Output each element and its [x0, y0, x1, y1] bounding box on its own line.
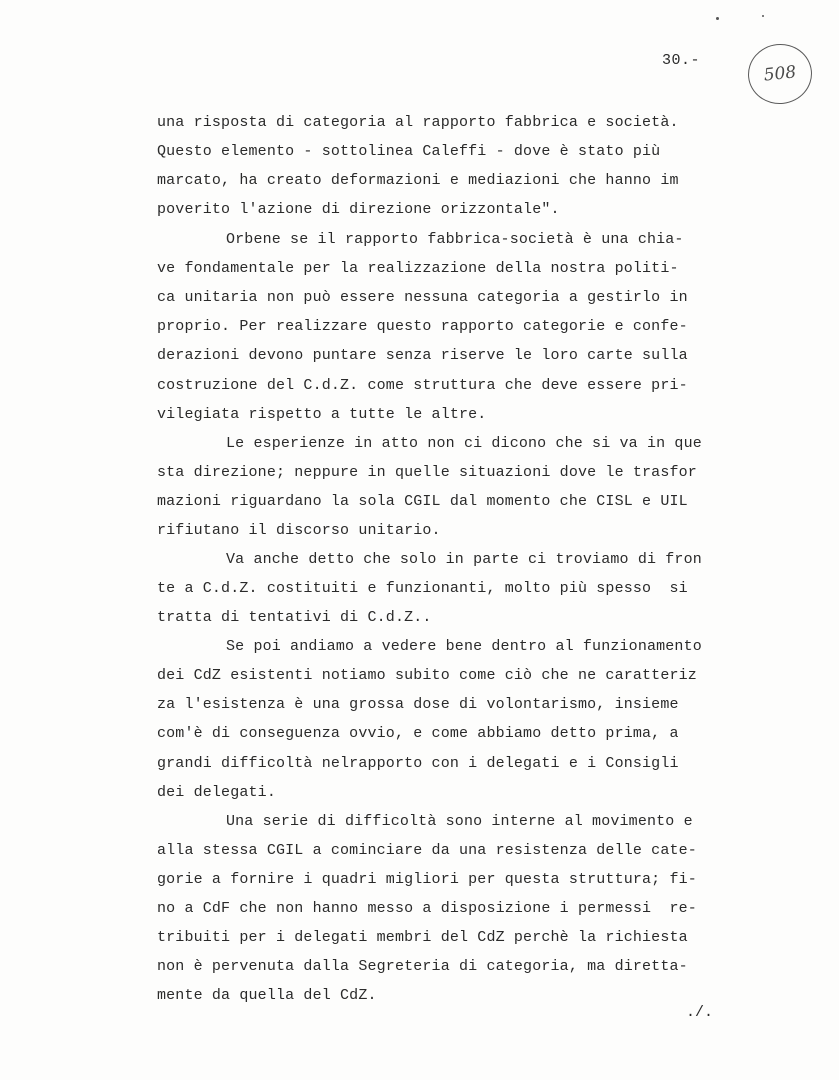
scan-speck	[716, 17, 719, 20]
text-line: dei delegati.	[157, 784, 276, 801]
text-line: Le esperienze in atto non ci dicono che si va in que	[226, 435, 702, 452]
text-line: mazioni riguardano la sola CGIL dal momento che CISL e UIL	[157, 493, 688, 510]
text-line: proprio. Per realizzare questo rapporto categorie e confe-	[157, 318, 688, 335]
scan-speck	[762, 15, 764, 17]
text-line: poverito l'azione di direzione orizzontale".	[157, 201, 560, 218]
text-line: ve fondamentale per la realizzazione della nostra politi-	[157, 260, 679, 277]
text-line: una risposta di categoria al rapporto fabbrica e società.	[157, 114, 679, 131]
text-line: tribuiti per i delegati membri del CdZ perchè la richiesta	[157, 929, 688, 946]
text-line: Orbene se il rapporto fabbrica-società è una chia-	[226, 231, 684, 248]
text-line: derazioni devono puntare senza riserve le loro carte sulla	[157, 347, 688, 364]
text-line: te a C.d.Z. costituiti e funzionanti, molto più spesso si	[157, 580, 688, 597]
page-number: 30.-	[662, 52, 701, 69]
text-line: costruzione del C.d.Z. come struttura che deve essere pri-	[157, 377, 688, 394]
text-line: non è pervenuta dalla Segreteria di categoria, ma diretta-	[157, 958, 688, 975]
continuation-mark: ./.	[686, 1004, 714, 1021]
text-line: marcato, ha creato deformazioni e mediazioni che hanno im	[157, 172, 679, 189]
text-line: rifiutano il discorso unitario.	[157, 522, 441, 539]
text-line: za l'esistenza è una grossa dose di volontarismo, insieme	[157, 696, 679, 713]
text-line: alla stessa CGIL a cominciare da una resistenza delle cate-	[157, 842, 697, 859]
text-line: grandi difficoltà nelrapporto con i delegati e i Consigli	[157, 755, 679, 772]
archive-stamp: 508	[745, 41, 815, 107]
text-line: ca unitaria non può essere nessuna categoria a gestirlo in	[157, 289, 688, 306]
text-line: no a CdF che non hanno messo a disposizione i permessi re-	[157, 900, 697, 917]
text-line: Una serie di difficoltà sono interne al movimento e	[226, 813, 693, 830]
text-line: Questo elemento - sottolinea Caleffi - dove è stato più	[157, 143, 661, 160]
text-line: com'è di conseguenza ovvio, e come abbiamo detto prima, a	[157, 725, 679, 742]
text-line: dei CdZ esistenti notiamo subito come ciò che ne caratteriz	[157, 667, 697, 684]
text-line: tratta di tentativi di C.d.Z..	[157, 609, 432, 626]
text-line: Va anche detto che solo in parte ci troviamo di fron	[226, 551, 702, 568]
text-line: gorie a fornire i quadri migliori per questa struttura; fi-	[157, 871, 697, 888]
text-line: vilegiata rispetto a tutte le altre.	[157, 406, 487, 423]
text-line: mente da quella del CdZ.	[157, 987, 377, 1004]
text-line: Se poi andiamo a vedere bene dentro al funzionamento	[226, 638, 702, 655]
text-line: sta direzione; neppure in quelle situazioni dove le trasfor	[157, 464, 697, 481]
